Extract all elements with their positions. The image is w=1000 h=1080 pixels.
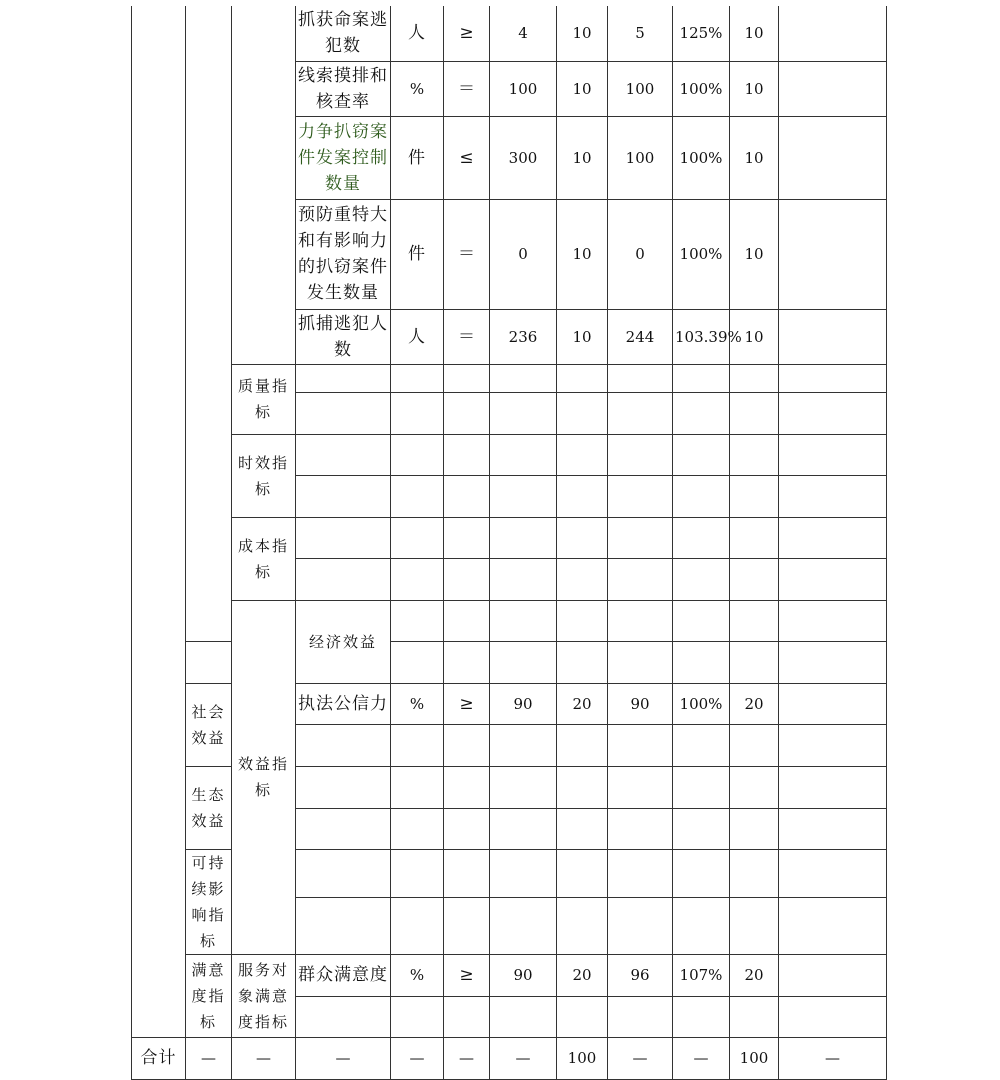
table-row [132, 954, 887, 996]
unit-cell: 人 [391, 309, 444, 364]
dash-cell: — [391, 1037, 444, 1079]
weight-cell: 10 [557, 6, 608, 61]
actual-cell: 100 [608, 61, 673, 116]
actual-cell: 0 [608, 199, 673, 309]
operator-cell: ＝ [444, 309, 490, 364]
operator-cell: ＝ [444, 61, 490, 116]
score-cell: 10 [730, 61, 779, 116]
quantity-category-cell [232, 6, 296, 364]
target-cell: 0 [490, 199, 557, 309]
category-sustainable: 可持续影响指标 [186, 849, 232, 954]
total-score: 100 [730, 1037, 779, 1079]
rate-cell: 100% [673, 61, 730, 116]
category-service: 服务对象满意度指标 [232, 954, 296, 1037]
level1-cell [132, 6, 186, 1037]
target-cell: 90 [490, 683, 557, 724]
group-benefit: 效益指标 [232, 600, 296, 954]
dash-cell: — [296, 1037, 391, 1079]
actual-cell: 90 [608, 683, 673, 724]
total-weight: 100 [557, 1037, 608, 1079]
dash-cell: — [232, 1037, 296, 1079]
category-quality: 质量指标 [232, 364, 296, 434]
note-cell [779, 116, 887, 199]
note-cell [779, 61, 887, 116]
weight-cell: 20 [557, 954, 608, 996]
note-cell [779, 199, 887, 309]
weight-cell: 10 [557, 116, 608, 199]
unit-cell: 件 [391, 116, 444, 199]
unit-cell: 件 [391, 199, 444, 309]
indicator-name: 执法公信力 [296, 683, 391, 724]
operator-cell: ＝ [444, 199, 490, 309]
operator-cell: ≥ [444, 683, 490, 724]
score-cell: 10 [730, 309, 779, 364]
score-cell: 20 [730, 683, 779, 724]
actual-cell: 100 [608, 116, 673, 199]
table-row [132, 517, 887, 558]
target-cell: 300 [490, 116, 557, 199]
rate-cell: 100% [673, 683, 730, 724]
target-cell: 4 [490, 6, 557, 61]
dash-cell: — [186, 1037, 232, 1079]
level2-output-cell [186, 6, 232, 641]
unit-cell: % [391, 954, 444, 996]
dash-cell: — [444, 1037, 490, 1079]
total-label: 合计 [132, 1037, 186, 1079]
indicator-name: 预防重特大和有影响力的扒窃案件发生数量 [296, 199, 391, 309]
actual-cell: 5 [608, 6, 673, 61]
indicator-name: 抓获命案逃犯数 [296, 6, 391, 61]
category-ecological: 生态效益 [186, 766, 232, 849]
operator-cell: ≥ [444, 6, 490, 61]
note-cell [779, 6, 887, 61]
unit-cell: % [391, 61, 444, 116]
dash-cell: — [779, 1037, 887, 1079]
dash-cell: — [490, 1037, 557, 1079]
category-social: 社会效益 [186, 683, 232, 766]
indicator-name: 群众满意度 [296, 954, 391, 996]
note-cell [779, 309, 887, 364]
table-row [132, 6, 887, 61]
indicator-name: 线索摸排和核查率 [296, 61, 391, 116]
category-economic: 经济效益 [296, 600, 391, 683]
target-cell: 100 [490, 61, 557, 116]
weight-cell: 10 [557, 309, 608, 364]
actual-cell: 244 [608, 309, 673, 364]
dash-cell: — [673, 1037, 730, 1079]
score-cell: 10 [730, 116, 779, 199]
score-cell: 10 [730, 199, 779, 309]
category-cost: 成本指标 [232, 517, 296, 600]
target-cell: 236 [490, 309, 557, 364]
weight-cell: 10 [557, 61, 608, 116]
group-satisfaction: 满意度指标 [186, 954, 232, 1037]
actual-cell: 96 [608, 954, 673, 996]
indicator-name: 力争扒窃案件发案控制数量 [296, 116, 391, 199]
table-row [132, 364, 887, 392]
weight-cell: 20 [557, 683, 608, 724]
table-row [132, 434, 887, 475]
unit-cell: 人 [391, 6, 444, 61]
operator-cell: ≤ [444, 116, 490, 199]
rate-cell: 125% [673, 6, 730, 61]
weight-cell: 10 [557, 199, 608, 309]
rate-cell: 100% [673, 199, 730, 309]
operator-cell: ≥ [444, 954, 490, 996]
category-timeliness: 时效指标 [232, 434, 296, 517]
rate-cell: 100% [673, 116, 730, 199]
target-cell: 90 [490, 954, 557, 996]
unit-cell: % [391, 683, 444, 724]
score-cell: 20 [730, 954, 779, 996]
score-cell: 10 [730, 6, 779, 61]
total-row [132, 1037, 887, 1079]
indicator-name: 抓捕逃犯人数 [296, 309, 391, 364]
performance-table [131, 6, 887, 1080]
rate-cell: 107% [673, 954, 730, 996]
dash-cell: — [608, 1037, 673, 1079]
table-row [132, 600, 887, 641]
note-cell [779, 954, 887, 996]
rate-cell: 103.39% [673, 309, 730, 364]
note-cell [779, 683, 887, 724]
